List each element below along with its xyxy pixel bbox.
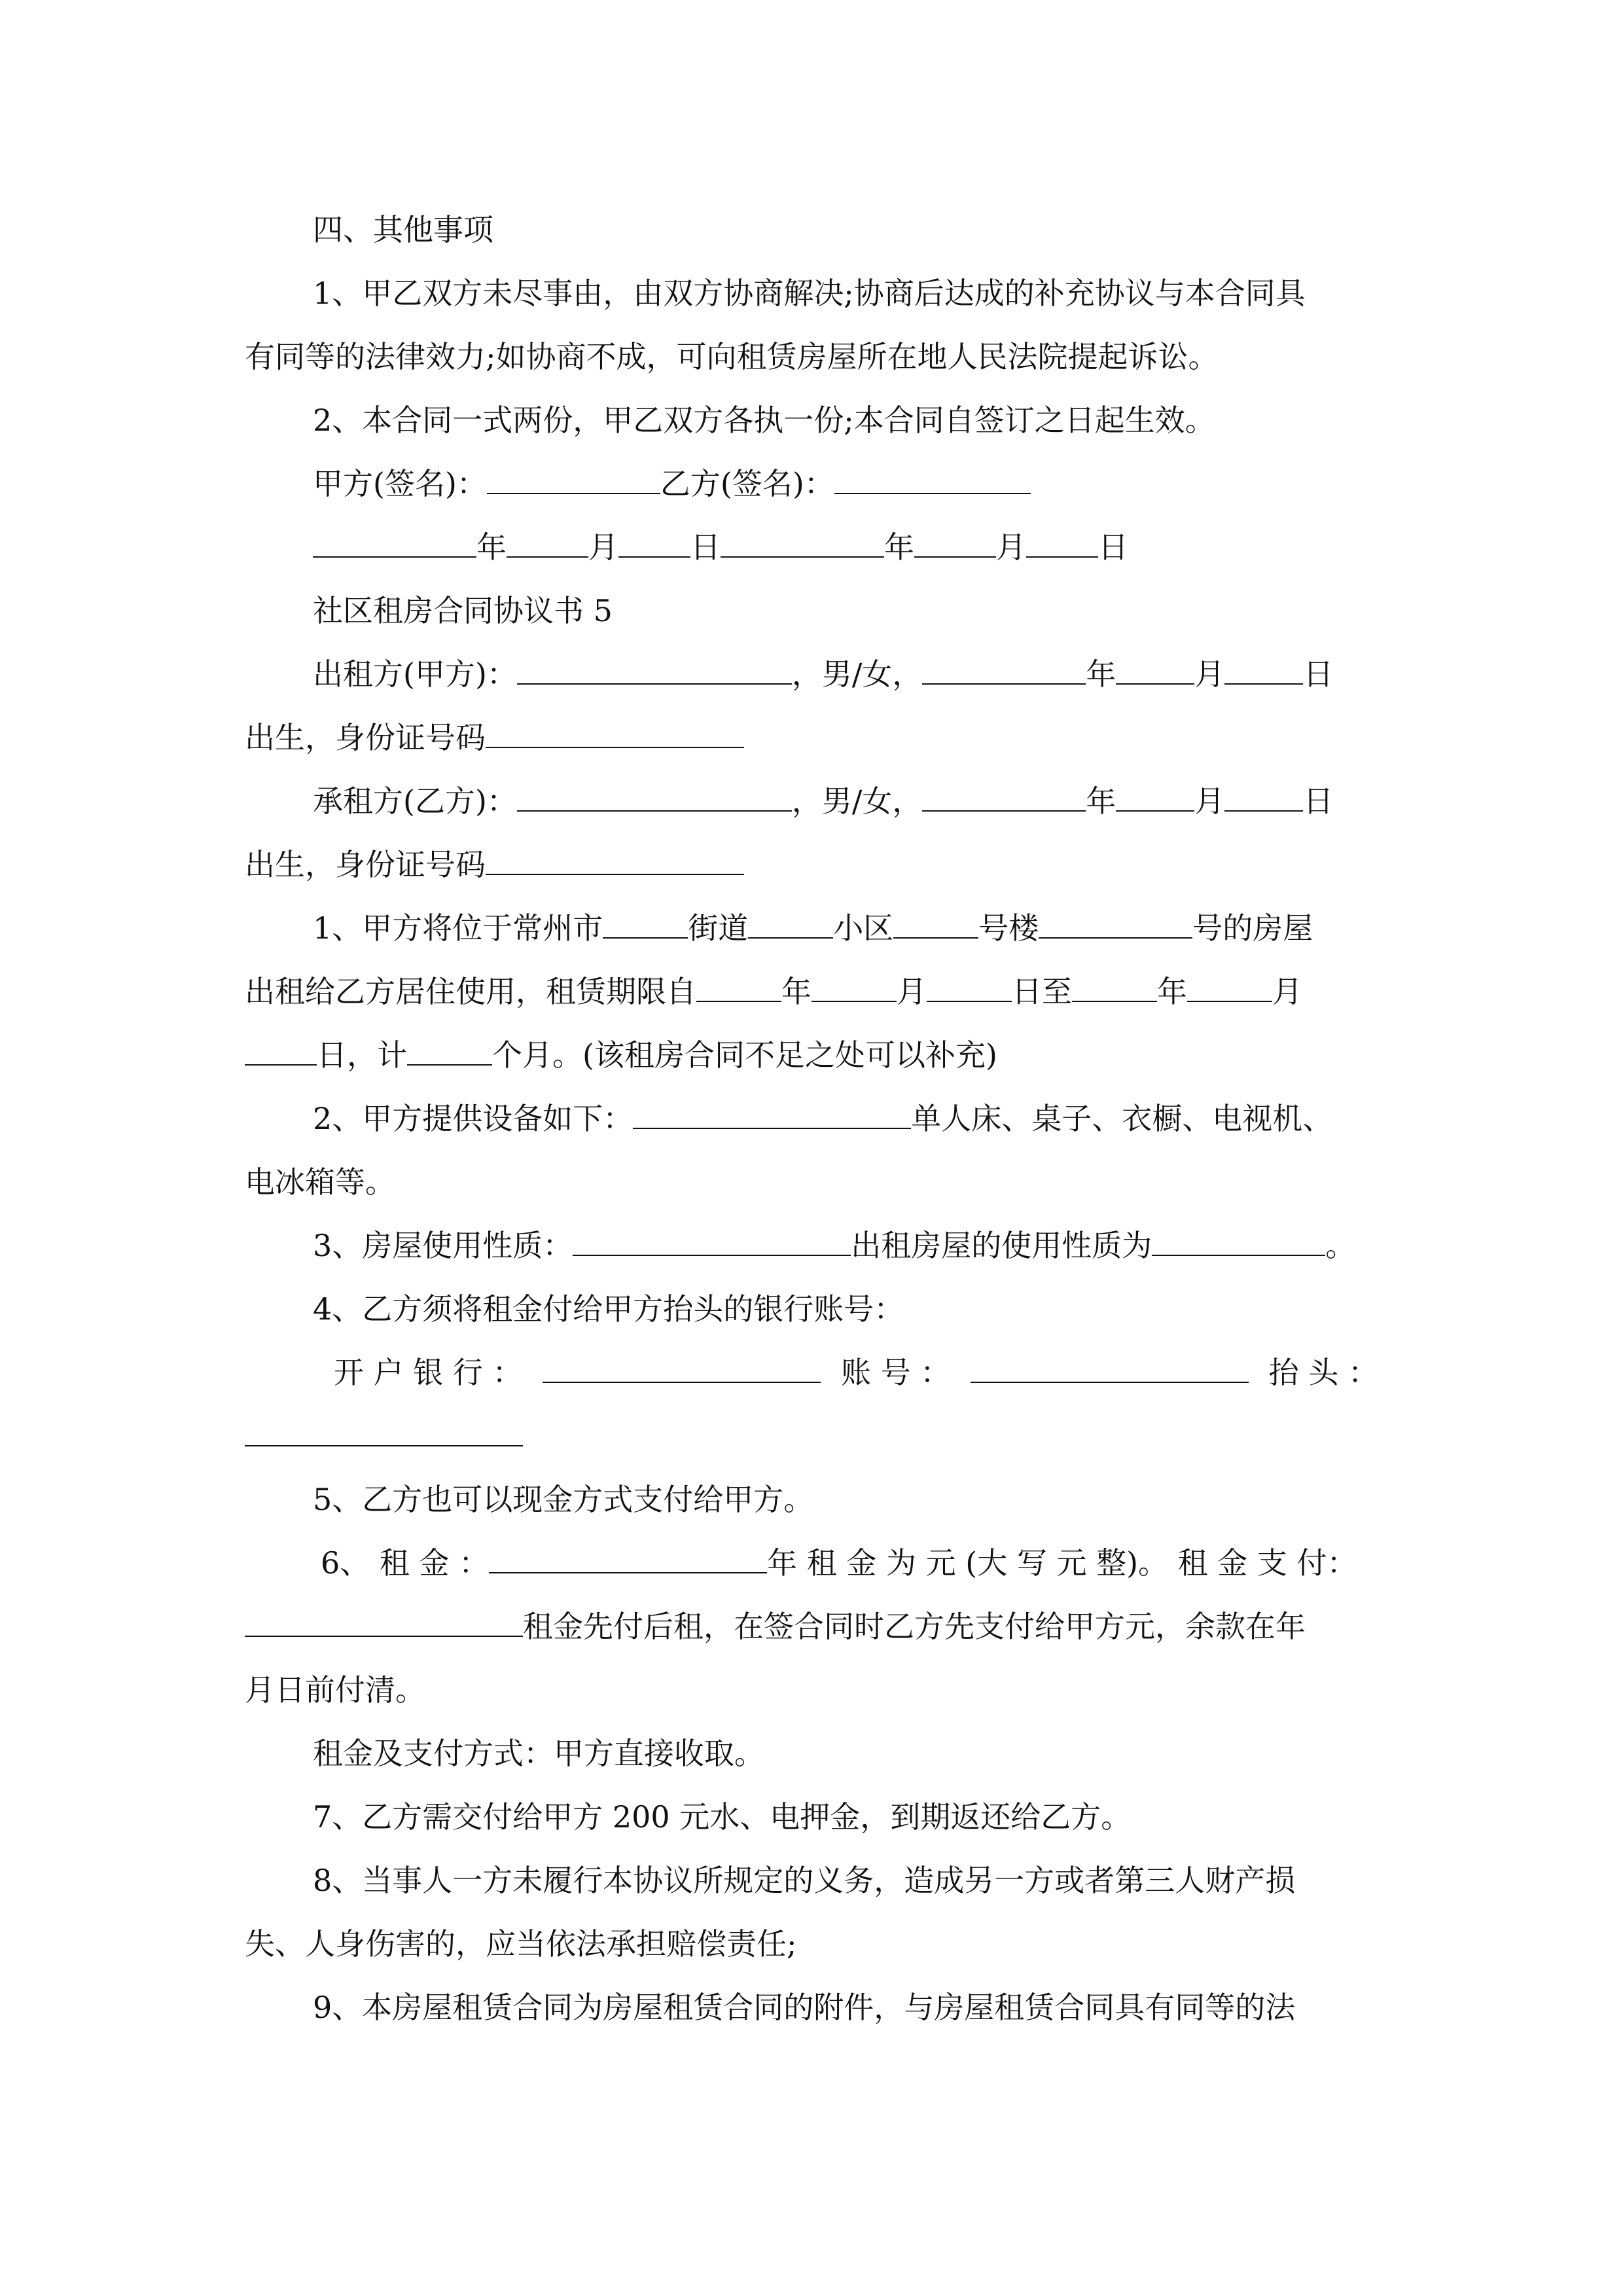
- paragraph-line: 2、本合同一式两份，甲乙双方各执一份;本合同自签订之日起生效。: [313, 403, 1215, 438]
- clause-text: 租金先付后租，在签合同时乙方先支付给甲方元，余款在年: [523, 1609, 1306, 1644]
- day-blank[interactable]: [1026, 529, 1098, 558]
- year-blank[interactable]: [313, 529, 476, 558]
- year-label: 年: [1157, 974, 1187, 1009]
- birth-day-blank[interactable]: [1224, 656, 1303, 685]
- paragraph-line: 1、甲乙双方未尽事由，由双方协商解决;协商后达成的补充协议与本合同具: [313, 276, 1306, 311]
- clause-9-line: 9、本房屋租赁合同为房屋租赁合同的附件，与房屋租赁合同具有同等的法: [313, 1990, 1296, 2025]
- contract-title: 社区租房合同协议书 5: [313, 593, 613, 628]
- clause-text: 个月。(该租房合同不足之处可以补充): [492, 1037, 997, 1073]
- year-label: 年: [884, 529, 914, 565]
- payment-blank[interactable]: [245, 1608, 523, 1637]
- month-label: 月: [1194, 783, 1225, 819]
- lessee-id-line: [245, 846, 1378, 884]
- clause-text: 日，计: [317, 1037, 407, 1073]
- year-blank[interactable]: [721, 529, 884, 558]
- paragraph-line: 有同等的法律效力;如协商不成，可向租赁房屋所在地人民法院提起诉讼。: [245, 339, 1219, 374]
- building-blank[interactable]: [893, 910, 978, 939]
- year-label: 年: [1086, 656, 1116, 692]
- clause-6-line: [245, 1544, 1378, 1582]
- equipment-blank[interactable]: [633, 1100, 911, 1129]
- clause-text: 号的房屋: [1192, 910, 1313, 946]
- start-year-blank[interactable]: [696, 973, 781, 1002]
- clause-text: 3、房屋使用性质：: [313, 1228, 573, 1263]
- months-blank[interactable]: [407, 1037, 492, 1066]
- clause-text: 2、甲方提供设备如下：: [313, 1101, 633, 1136]
- lessee-label: 承租方(乙方)：: [313, 783, 517, 819]
- year-label: 年: [476, 529, 507, 565]
- month-label: 月: [588, 529, 618, 565]
- party-b-sign-blank[interactable]: [834, 465, 1031, 494]
- lessor-id-line: [245, 719, 1378, 757]
- party-a-sign-blank[interactable]: [487, 465, 660, 494]
- clause-text: 6、 租 金 ：: [321, 1545, 490, 1581]
- lessee-line: [245, 782, 1378, 820]
- birth-year-blank[interactable]: [922, 783, 1086, 812]
- bank-blank[interactable]: [543, 1354, 821, 1383]
- month-label: 月: [1194, 656, 1225, 692]
- clause-text: 小区: [833, 910, 894, 946]
- start-month-blank[interactable]: [812, 973, 897, 1002]
- month-label: 月: [996, 529, 1026, 565]
- lessor-line: [245, 655, 1378, 693]
- clause-1-line: [245, 973, 1378, 1011]
- clause-text: 年 租 金 为 元 (大 写 元 整)。 租 金 支 付：: [767, 1545, 1357, 1581]
- usage-blank[interactable]: [573, 1227, 851, 1256]
- clause-2-line: 电冰箱等。: [245, 1164, 395, 1200]
- clause-1-line: [245, 1036, 1378, 1074]
- payee-blank[interactable]: [245, 1418, 523, 1446]
- community-blank[interactable]: [748, 910, 833, 939]
- month-label: 月: [897, 974, 927, 1009]
- clause-4-line: 4、乙方须将租金付给甲方抬头的银行账号：: [313, 1291, 904, 1327]
- usage-nature-blank[interactable]: [1152, 1227, 1325, 1256]
- clause-text: 。: [1325, 1228, 1356, 1263]
- signature-line: [245, 465, 1378, 503]
- clause-3-line: [245, 1227, 1378, 1265]
- clause-text: 街道: [688, 910, 749, 946]
- id-number-blank[interactable]: [486, 719, 744, 748]
- bank-line: [245, 1354, 1378, 1391]
- born-id-label: 出生，身份证号码: [245, 847, 486, 882]
- clause-6-line: [245, 1607, 1378, 1645]
- day-label: 日: [1303, 783, 1334, 819]
- clause-text: 出租房屋的使用性质为: [851, 1228, 1152, 1263]
- clause-6-line: 月日前付清。: [245, 1672, 425, 1708]
- born-id-label: 出生，身份证号码: [245, 720, 486, 755]
- rent-method-line: 租金及支付方式：甲方直接收取。: [313, 1736, 764, 1771]
- year-label: 年: [1086, 783, 1116, 819]
- clause-text: 1、甲方将位于常州市: [313, 910, 603, 946]
- section-heading: 四、其他事项: [313, 212, 493, 247]
- end-year-blank[interactable]: [1072, 973, 1157, 1002]
- day-label: 日: [1303, 656, 1334, 692]
- birth-month-blank[interactable]: [1116, 783, 1194, 812]
- clause-8-line: 8、当事人一方未履行本协议所规定的义务，造成另一方或者第三人财产损: [313, 1863, 1296, 1898]
- clause-1-line: [245, 909, 1378, 947]
- party-a-sign-label: 甲方(签名)：: [313, 466, 487, 501]
- bank-label: 开 户 银 行 ：: [334, 1355, 523, 1390]
- payee-label: 抬 头 ：: [1268, 1355, 1378, 1390]
- month-blank[interactable]: [914, 529, 996, 558]
- clause-text: 日至: [1012, 974, 1072, 1009]
- id-number-blank[interactable]: [486, 846, 744, 875]
- day-blank[interactable]: [618, 529, 690, 558]
- street-blank[interactable]: [603, 910, 688, 939]
- gender-text: ，男/女，: [791, 783, 923, 819]
- birth-year-blank[interactable]: [922, 656, 1086, 685]
- clause-5-line: 5、乙方也可以现金方式支付给甲方。: [313, 1482, 814, 1517]
- end-day-blank[interactable]: [245, 1037, 317, 1066]
- start-day-blank[interactable]: [927, 973, 1012, 1002]
- clause-8-line: 失、人身伤害的，应当依法承担赔偿责任;: [245, 1926, 797, 1962]
- clause-text: 出租给乙方居住使用，租赁期限自: [245, 974, 696, 1009]
- birth-day-blank[interactable]: [1224, 783, 1303, 812]
- month-blank[interactable]: [507, 529, 588, 558]
- party-b-sign-label: 乙方(签名)：: [660, 466, 834, 501]
- day-label: 日: [690, 529, 721, 565]
- lessor-name-blank[interactable]: [517, 656, 792, 685]
- rent-blank[interactable]: [489, 1545, 767, 1573]
- lessor-label: 出租方(甲方)：: [313, 656, 517, 692]
- month-label: 月: [1272, 974, 1302, 1009]
- clause-2-line: [245, 1100, 1378, 1138]
- payee-line: [245, 1417, 1378, 1455]
- lessee-name-blank[interactable]: [517, 783, 792, 812]
- clause-7-line: 7、乙方需交付给甲方 200 元水、电押金，到期返还给乙方。: [313, 1799, 1132, 1835]
- account-blank[interactable]: [971, 1354, 1249, 1383]
- end-month-blank[interactable]: [1187, 973, 1272, 1002]
- day-label: 日: [1098, 529, 1128, 565]
- year-label: 年: [781, 974, 812, 1009]
- clause-text: 号楼: [978, 910, 1039, 946]
- gender-text: ，男/女，: [791, 656, 923, 692]
- sign-date-line: [245, 528, 1378, 566]
- account-label: 账 号 ：: [841, 1355, 951, 1390]
- room-blank[interactable]: [1039, 910, 1192, 939]
- birth-month-blank[interactable]: [1116, 656, 1194, 685]
- clause-text: 单人床、桌子、衣橱、电视机、: [911, 1101, 1333, 1136]
